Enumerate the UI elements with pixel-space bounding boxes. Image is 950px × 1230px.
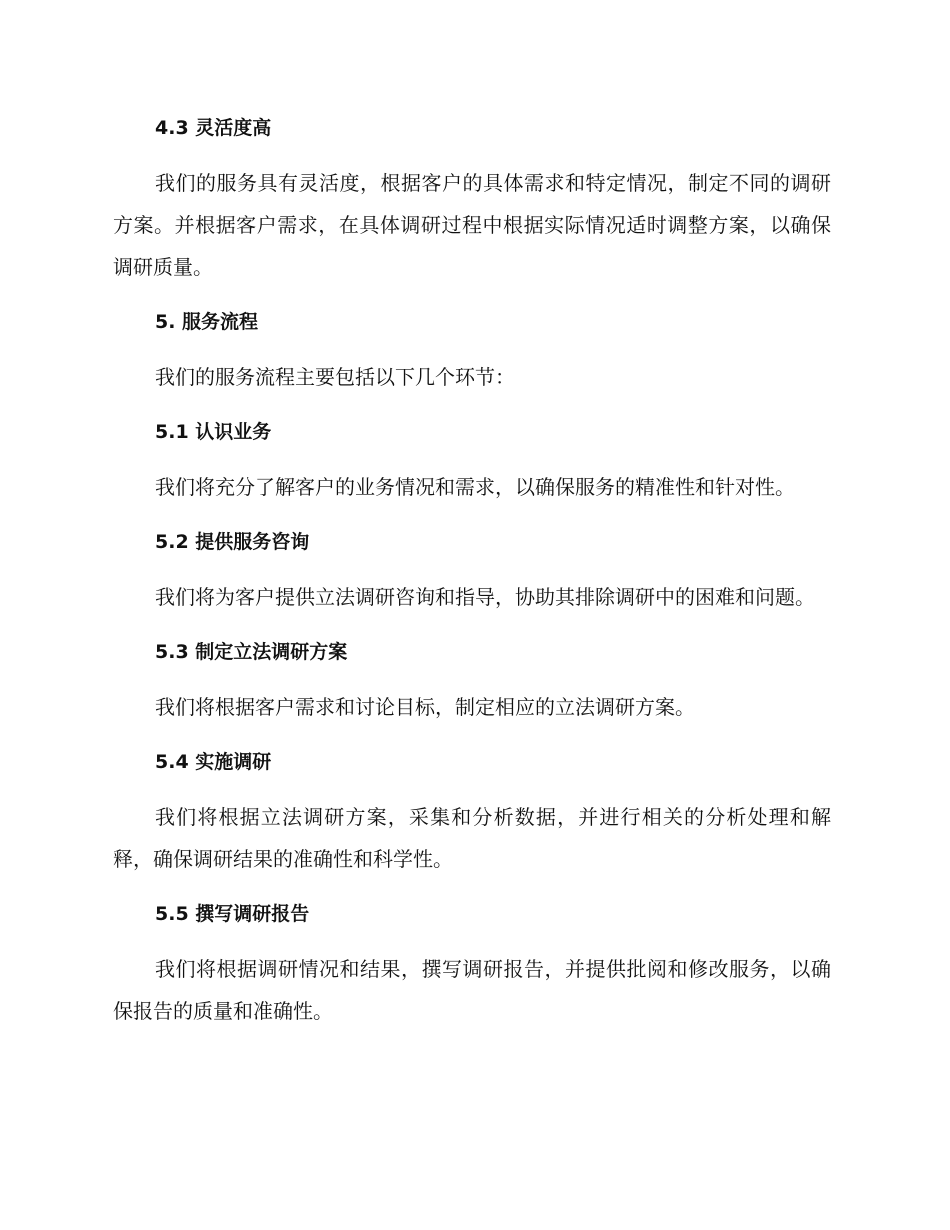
section-body-4-3: 我们的服务具有灵活度，根据客户的具体需求和特定情况，制定不同的调研方案。并根据客户需求，在具体调研过程中根据实际情况适时调整方案，以确保调研质量。 <box>113 171 831 279</box>
section-heading-4-3: 4.3 灵活度高 <box>155 117 272 139</box>
section-body-5: 我们的服务流程主要包括以下几个环节： <box>155 365 515 389</box>
section-heading-5-4: 5.4 实施调研 <box>155 751 272 773</box>
section-body-5-3: 我们将根据客户需求和讨论目标，制定相应的立法调研方案。 <box>155 695 695 719</box>
section-heading-5-2: 5.2 提供服务咨询 <box>155 531 310 553</box>
section-heading-5-5: 5.5 撰写调研报告 <box>155 903 310 925</box>
section-body-5-1: 我们将充分了解客户的业务情况和需求，以确保服务的精准性和针对性。 <box>155 475 795 499</box>
section-body-5-5: 我们将根据调研情况和结果，撰写调研报告，并提供批阅和修改服务，以确保报告的质量和准确性。 <box>113 957 831 1023</box>
document-content <box>113 108 831 1032</box>
section-body-5-4: 我们将根据立法调研方案，采集和分析数据，并进行相关的分析处理和解释，确保调研结果的准确性和科学性。 <box>113 805 831 871</box>
section-heading-5: 5. 服务流程 <box>155 311 259 333</box>
section-heading-5-3: 5.3 制定立法调研方案 <box>155 641 348 663</box>
section-heading-5-1: 5.1 认识业务 <box>155 421 272 443</box>
section-body-5-2: 我们将为客户提供立法调研咨询和指导，协助其排除调研中的困难和问题。 <box>155 585 815 609</box>
